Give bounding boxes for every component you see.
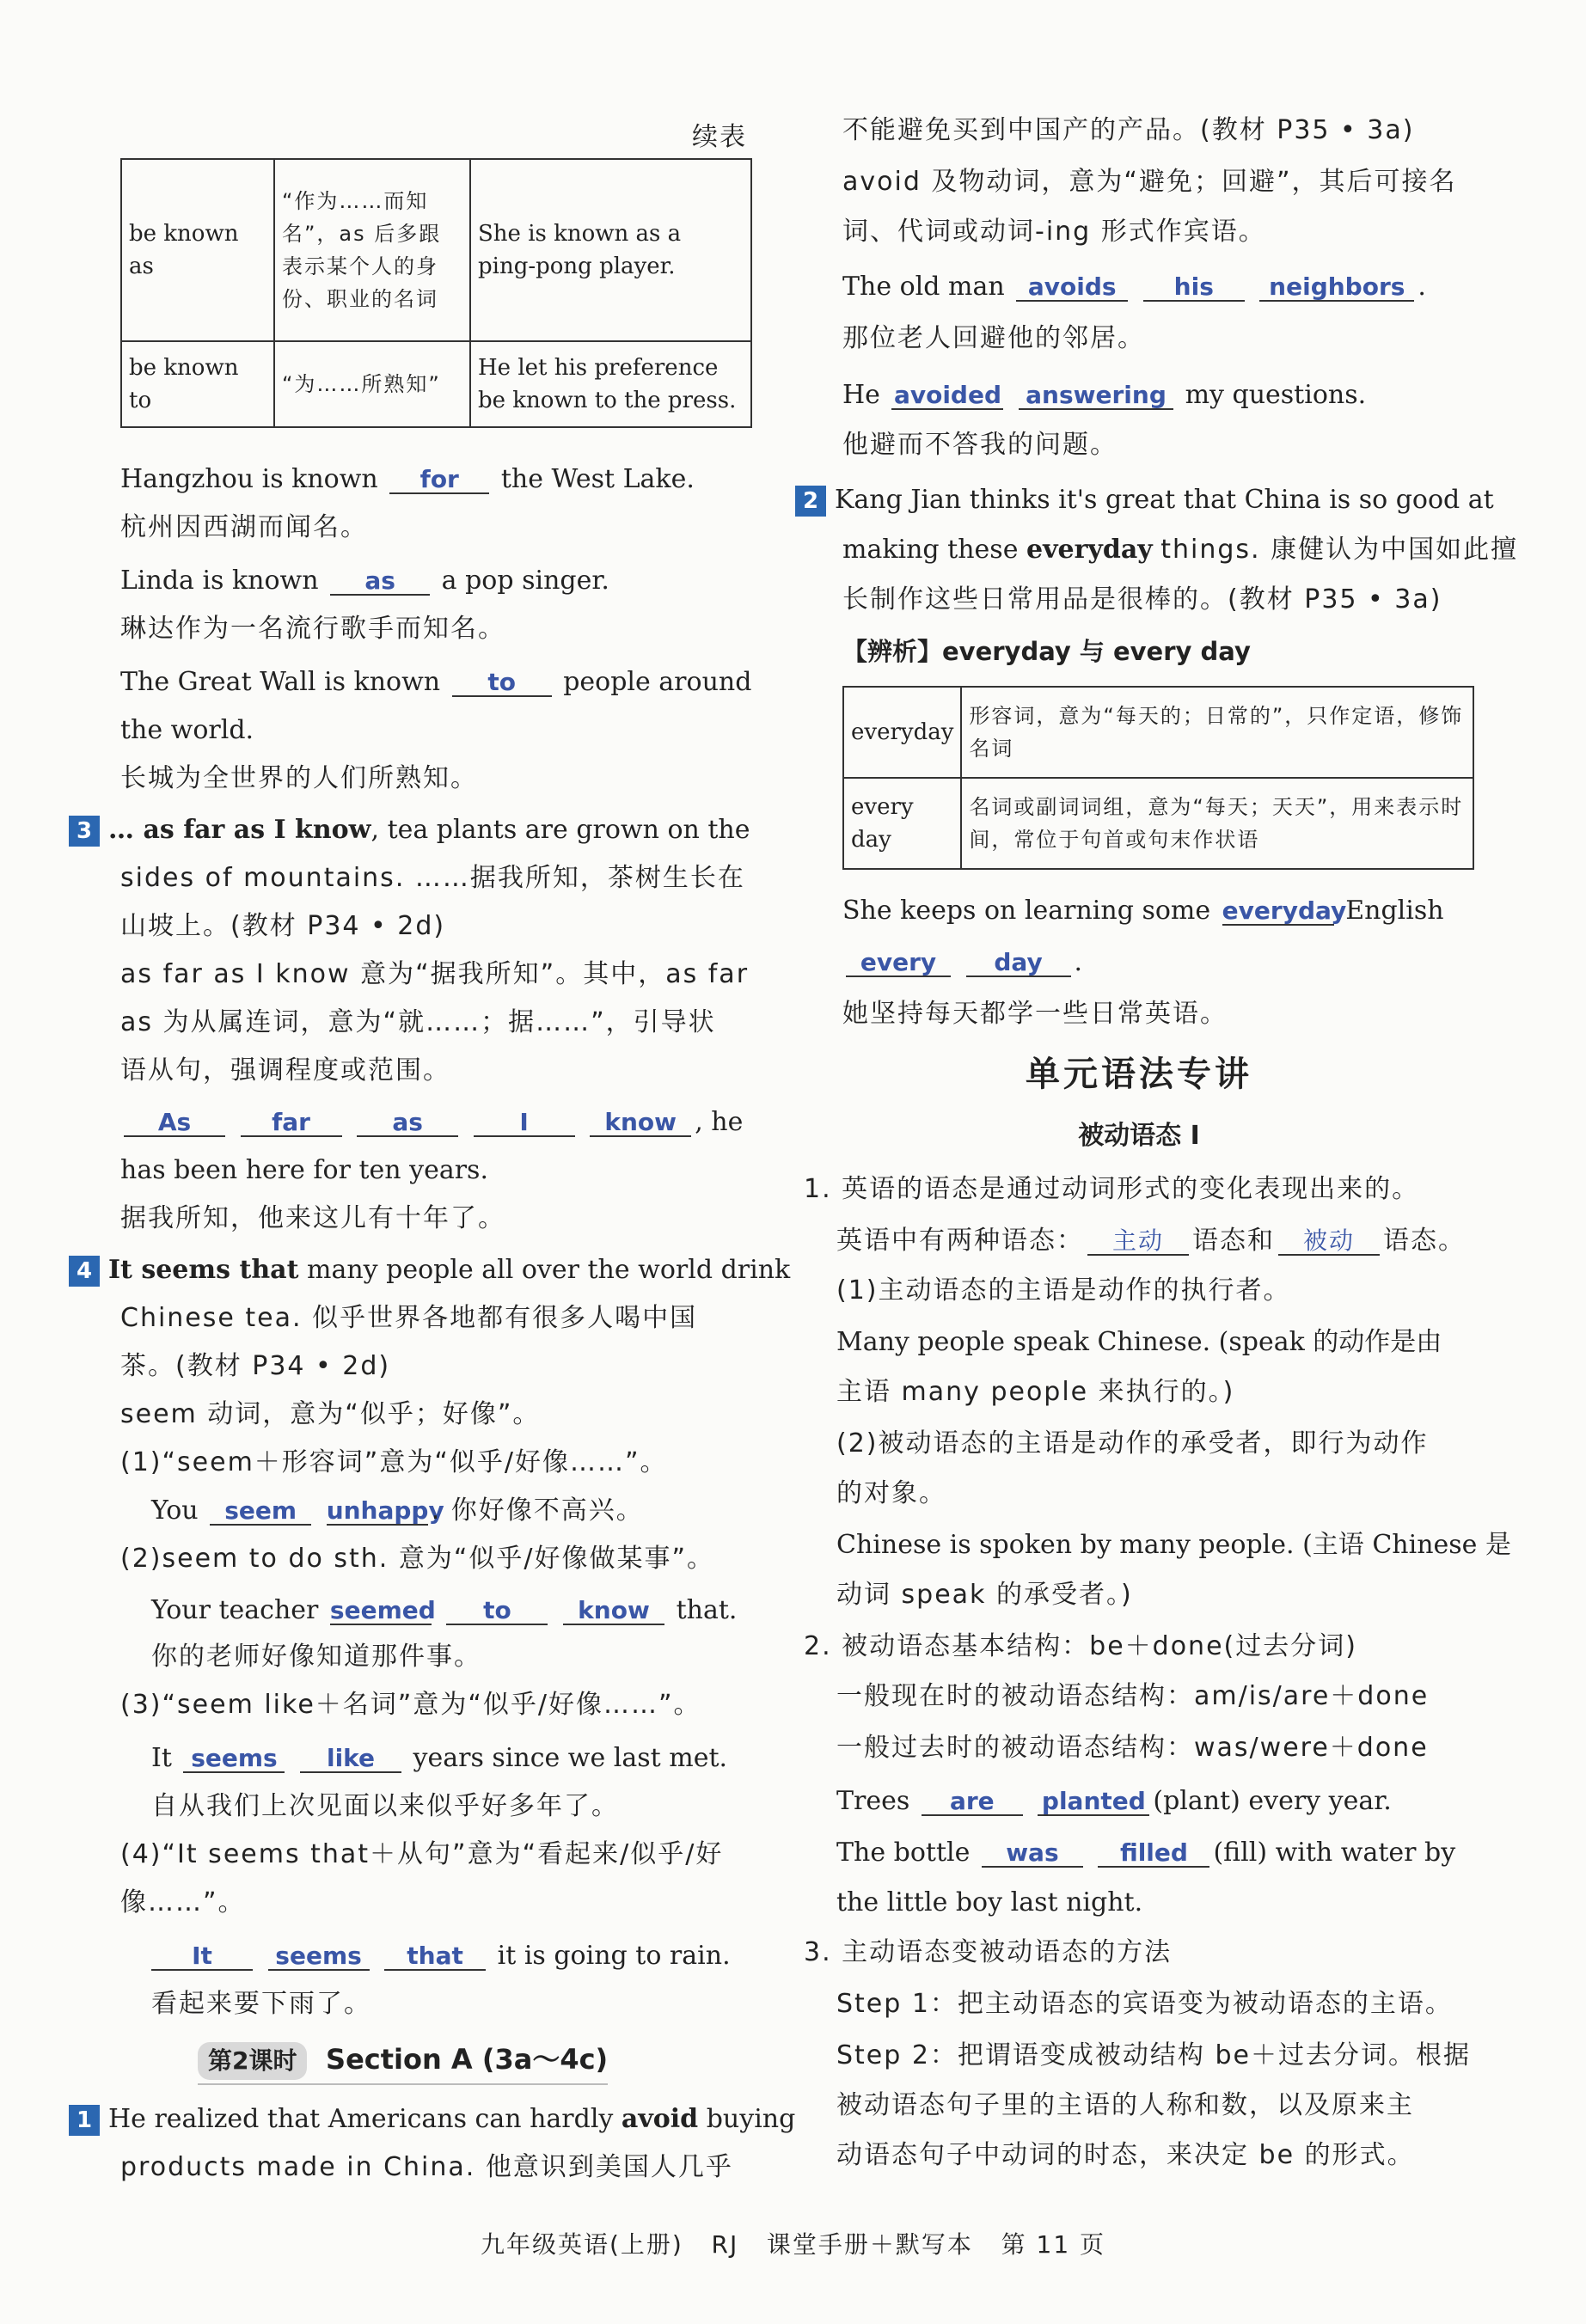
table1-meaning-1: “为……所熟知” xyxy=(274,341,470,427)
item4-sub4-example: It seems that it is going to rain. xyxy=(148,1937,731,1975)
item4-line1: 4 It seems that many people all over the world drink xyxy=(69,1251,790,1289)
item4-line4: seem 动词，意为“似乎；好像”。 xyxy=(120,1399,541,1429)
answer-blank: everyday xyxy=(1222,896,1347,925)
item4-sub2-example: Your teacher seemed to know that. xyxy=(151,1595,738,1625)
known-example-2: The Great Wall is known to people around xyxy=(120,667,752,697)
item1-example1: The old man avoids his neighbors . xyxy=(842,272,1426,302)
grammar-point1: 1. 英语的语态是通过动词形式的变化表现出来的。 xyxy=(804,1174,1420,1204)
answer-blank: far xyxy=(241,1110,342,1137)
known-example-0: Hangzhou is known for the West Lake. xyxy=(120,464,695,494)
answer-blank: to xyxy=(452,670,552,697)
answer-blank: like xyxy=(300,1746,401,1773)
item1-example2: He avoided answering my questions. xyxy=(842,380,1367,410)
answer-blank: day xyxy=(966,950,1071,977)
item1-line3: 不能避免买到中国产的产品。(教材 P35 • 3a) xyxy=(842,115,1415,145)
grammar-point1e: 主语 many people 来执行的。) xyxy=(836,1377,1235,1407)
continued-label: 续表 xyxy=(692,122,747,152)
answer-blank: seems xyxy=(268,1943,370,1971)
item2-example: She keeps on learning some everyday English xyxy=(842,896,1444,926)
item1-example1-cn: 那位老人回避他的邻居。 xyxy=(842,323,1145,353)
analysis-heading: 【辨析】everyday 与 every day xyxy=(842,637,1251,666)
item1-explain2: 词、代词或动词-ing 形式作宾语。 xyxy=(842,217,1266,247)
item4-sub4-cn: 看起来要下雨了。 xyxy=(151,1989,371,2019)
item4-sub2: (2)seem to do sth. 意为“似乎/好像做某事”。 xyxy=(120,1544,715,1574)
answer-blank: answering xyxy=(1019,382,1173,410)
known-cn-1: 琳达作为一名流行歌手而知名。 xyxy=(120,614,505,644)
table2-desc-1: 名词或副词词组，意为“每天；天天”，用来表示时间，常位于句首或句末作状语 xyxy=(961,778,1473,869)
answer-blank: for xyxy=(389,467,489,494)
table1-example-0: She is known as a ping-pong player. xyxy=(470,159,751,341)
answer-blank: are xyxy=(922,1789,1023,1816)
answer-blank: neighbors xyxy=(1259,274,1414,302)
grammar-point1b: 英语中有两种语态： 主动 语态和 被动 语态。 xyxy=(836,1226,1466,1256)
known-as-table xyxy=(120,158,752,428)
item1-example2-cn: 他避而不答我的问题。 xyxy=(842,430,1118,460)
table2-word-1: every day xyxy=(843,778,961,869)
answer-blank: as xyxy=(330,568,430,596)
grammar-point3: 3. 主动语态变被动语态的方法 xyxy=(804,1937,1173,1967)
item3-exercise: As far as I know , he xyxy=(120,1104,743,1141)
item3-explain2: as 为从属连词，意为“就……；据……”，引导状 xyxy=(120,1007,716,1037)
grammar-point1h: Chinese is spoken by many people. (主语 Chinese 是 xyxy=(836,1530,1511,1560)
grammar-step2: Step 2：把谓语变成被动结构 be＋过去分词。根据 xyxy=(836,2040,1471,2070)
item-number-badge: 2 xyxy=(795,486,826,517)
answer-blank: It xyxy=(151,1943,253,1971)
answer-blank: 被动 xyxy=(1278,1228,1380,1256)
answer-blank: As xyxy=(124,1110,225,1137)
table1-phrase-0: be known as xyxy=(121,159,274,341)
item3-line2: sides of mountains. ……据我所知，茶树生长在 xyxy=(120,863,745,893)
item3-line1: 3 … as far as I know, tea plants are grown on the xyxy=(69,811,750,849)
item4-sub3: (3)“seem like＋名词”意为“似乎/好像……”。 xyxy=(120,1690,701,1720)
grammar-step2-cont2: 动语态句子中动词的时态，来决定 be 的形式。 xyxy=(836,2140,1415,2170)
item4-sub1-example: You seem unhappy. 你好像不高兴。 xyxy=(151,1495,644,1526)
item2-line2: making these everyday things. 康健认为中国如此擅 xyxy=(842,535,1519,565)
answer-blank: know xyxy=(590,1110,691,1137)
item3-explain3: 语从句，强调程度或范围。 xyxy=(120,1055,450,1086)
answer-blank: planted xyxy=(1038,1789,1149,1816)
known-example-2-cont: the world. xyxy=(120,715,254,745)
item3-line5: has been here for ten years. xyxy=(120,1155,488,1185)
item1-line2: products made in China. 他意识到美国人几乎 xyxy=(120,2152,733,2182)
grammar-point2b: 一般过去时的被动语态结构：was/were＋done xyxy=(836,1733,1429,1763)
answer-blank: 主动 xyxy=(1087,1228,1189,1256)
answer-blank: his xyxy=(1143,274,1245,302)
answer-blank: filled xyxy=(1098,1840,1209,1868)
known-cn-0: 杭州因西湖而闻名。 xyxy=(120,512,368,542)
answer-blank: seems xyxy=(183,1746,285,1773)
item1-line1: 1 He realized that Americans can hardly avoid buying xyxy=(69,2101,795,2138)
item-number-badge: 1 xyxy=(69,2105,100,2136)
grammar-point1f: (2)被动语态的主语是动作的承受者，即行为动作 xyxy=(836,1428,1429,1459)
item4-sub1: (1)“seem＋形容词”意为“似乎/好像……”。 xyxy=(120,1447,668,1477)
answer-blank: to xyxy=(446,1598,548,1625)
item4-line3: 茶。(教材 P34 • 2d) xyxy=(120,1351,391,1381)
answer-blank: avoided xyxy=(891,382,1003,410)
grammar-point2d: The bottle was filled (fill) with water by xyxy=(836,1838,1456,1868)
table2-word-0: everyday xyxy=(843,687,961,778)
grammar-point1g: 的对象。 xyxy=(836,1478,946,1508)
grammar-point2c: Trees are planted (plant) every year. xyxy=(836,1786,1392,1816)
answer-blank: know xyxy=(563,1598,664,1625)
item2-example-cont: every day . xyxy=(842,944,1082,982)
grammar-subtitle: 被动语态 I xyxy=(1078,1121,1200,1151)
lesson-badge: 第2课时 xyxy=(198,2042,307,2080)
grammar-point1c: (1)主动语态的主语是动作的执行者。 xyxy=(836,1275,1291,1306)
table1-phrase-1: be known to xyxy=(121,341,274,427)
page-footer: 九年级英语(上册) RJ 课堂手册＋默写本 第 11 页 xyxy=(480,2230,1106,2259)
grammar-point1d: Many people speak Chinese. (speak 的动作是由 xyxy=(836,1327,1442,1357)
table1-meaning-0: “作为……而知名”，as 后多跟表示某个人的身份、职业的名词 xyxy=(274,159,470,341)
item4-sub3-example: It seems like years since we last met. xyxy=(151,1743,728,1773)
lesson-heading xyxy=(198,2040,608,2085)
item4-sub3-cn: 自从我们上次见面以来似乎好多年了。 xyxy=(151,1791,619,1821)
item2-line1: 2 Kang Jian thinks it's great that China is so good at xyxy=(795,481,1494,519)
item1-explain1: avoid 及物动词，意为“避免；回避”，其后可接名 xyxy=(842,167,1457,197)
answer-blank: avoids xyxy=(1016,274,1128,302)
item4-line2: Chinese tea. 似乎世界各地都有很多人喝中国 xyxy=(120,1303,698,1333)
answer-blank: seemed xyxy=(329,1596,436,1624)
lesson-title: Section A (3a～4c) xyxy=(326,2043,609,2076)
item3-line6: 据我所知，他来这儿有十年了。 xyxy=(120,1203,505,1233)
table1-example-1: He let his preference be known to the press. xyxy=(470,341,751,427)
grammar-step1: Step 1：把主动语态的宾语变为被动语态的主语。 xyxy=(836,1989,1453,2019)
answer-blank: as xyxy=(357,1110,458,1137)
grammar-title: 单元语法专讲 xyxy=(1026,1055,1252,1094)
item-number-badge: 4 xyxy=(69,1256,100,1287)
answer-blank: every xyxy=(846,950,951,977)
grammar-point2e: the little boy last night. xyxy=(836,1887,1143,1917)
item4-sub2-cn: 你的老师好像知道那件事。 xyxy=(151,1642,481,1672)
grammar-point2: 2. 被动语态基本结构：be＋done(过去分词) xyxy=(804,1631,1357,1661)
item2-example-cn: 她坚持每天都学一些日常英语。 xyxy=(842,999,1228,1029)
grammar-point2a: 一般现在时的被动语态结构：am/is/are＋done xyxy=(836,1681,1430,1711)
known-cn-2: 长城为全世界的人们所熟知。 xyxy=(120,763,478,793)
item3-line3: 山坡上。(教材 P34 • 2d) xyxy=(120,911,446,941)
everyday-table xyxy=(842,686,1474,870)
item4-sub4-b: 像……”。 xyxy=(120,1887,246,1917)
answer-blank: unhappy xyxy=(326,1496,444,1525)
answer-blank: seem xyxy=(210,1498,311,1526)
table2-desc-0: 形容词，意为“每天的；日常的”，只作定语，修饰名词 xyxy=(961,687,1473,778)
item-number-badge: 3 xyxy=(69,816,100,847)
item3-explain1: as far as I know 意为“据我所知”。其中，as far xyxy=(120,959,750,989)
item4-sub4-a: (4)“It seems that＋从句”意为“看起来/似乎/好 xyxy=(120,1839,724,1869)
grammar-point1i: 动词 speak 的承受者。) xyxy=(836,1580,1133,1610)
answer-blank: was xyxy=(982,1840,1083,1868)
item2-line3: 长制作这些日常用品是很棒的。(教材 P35 • 3a) xyxy=(842,584,1442,615)
answer-blank: I xyxy=(474,1110,575,1137)
grammar-step2-cont1: 被动语态句子里的主语的人称和数，以及原来主 xyxy=(836,2090,1414,2120)
known-example-1: Linda is known as a pop singer. xyxy=(120,566,609,596)
answer-blank: that xyxy=(384,1943,486,1971)
